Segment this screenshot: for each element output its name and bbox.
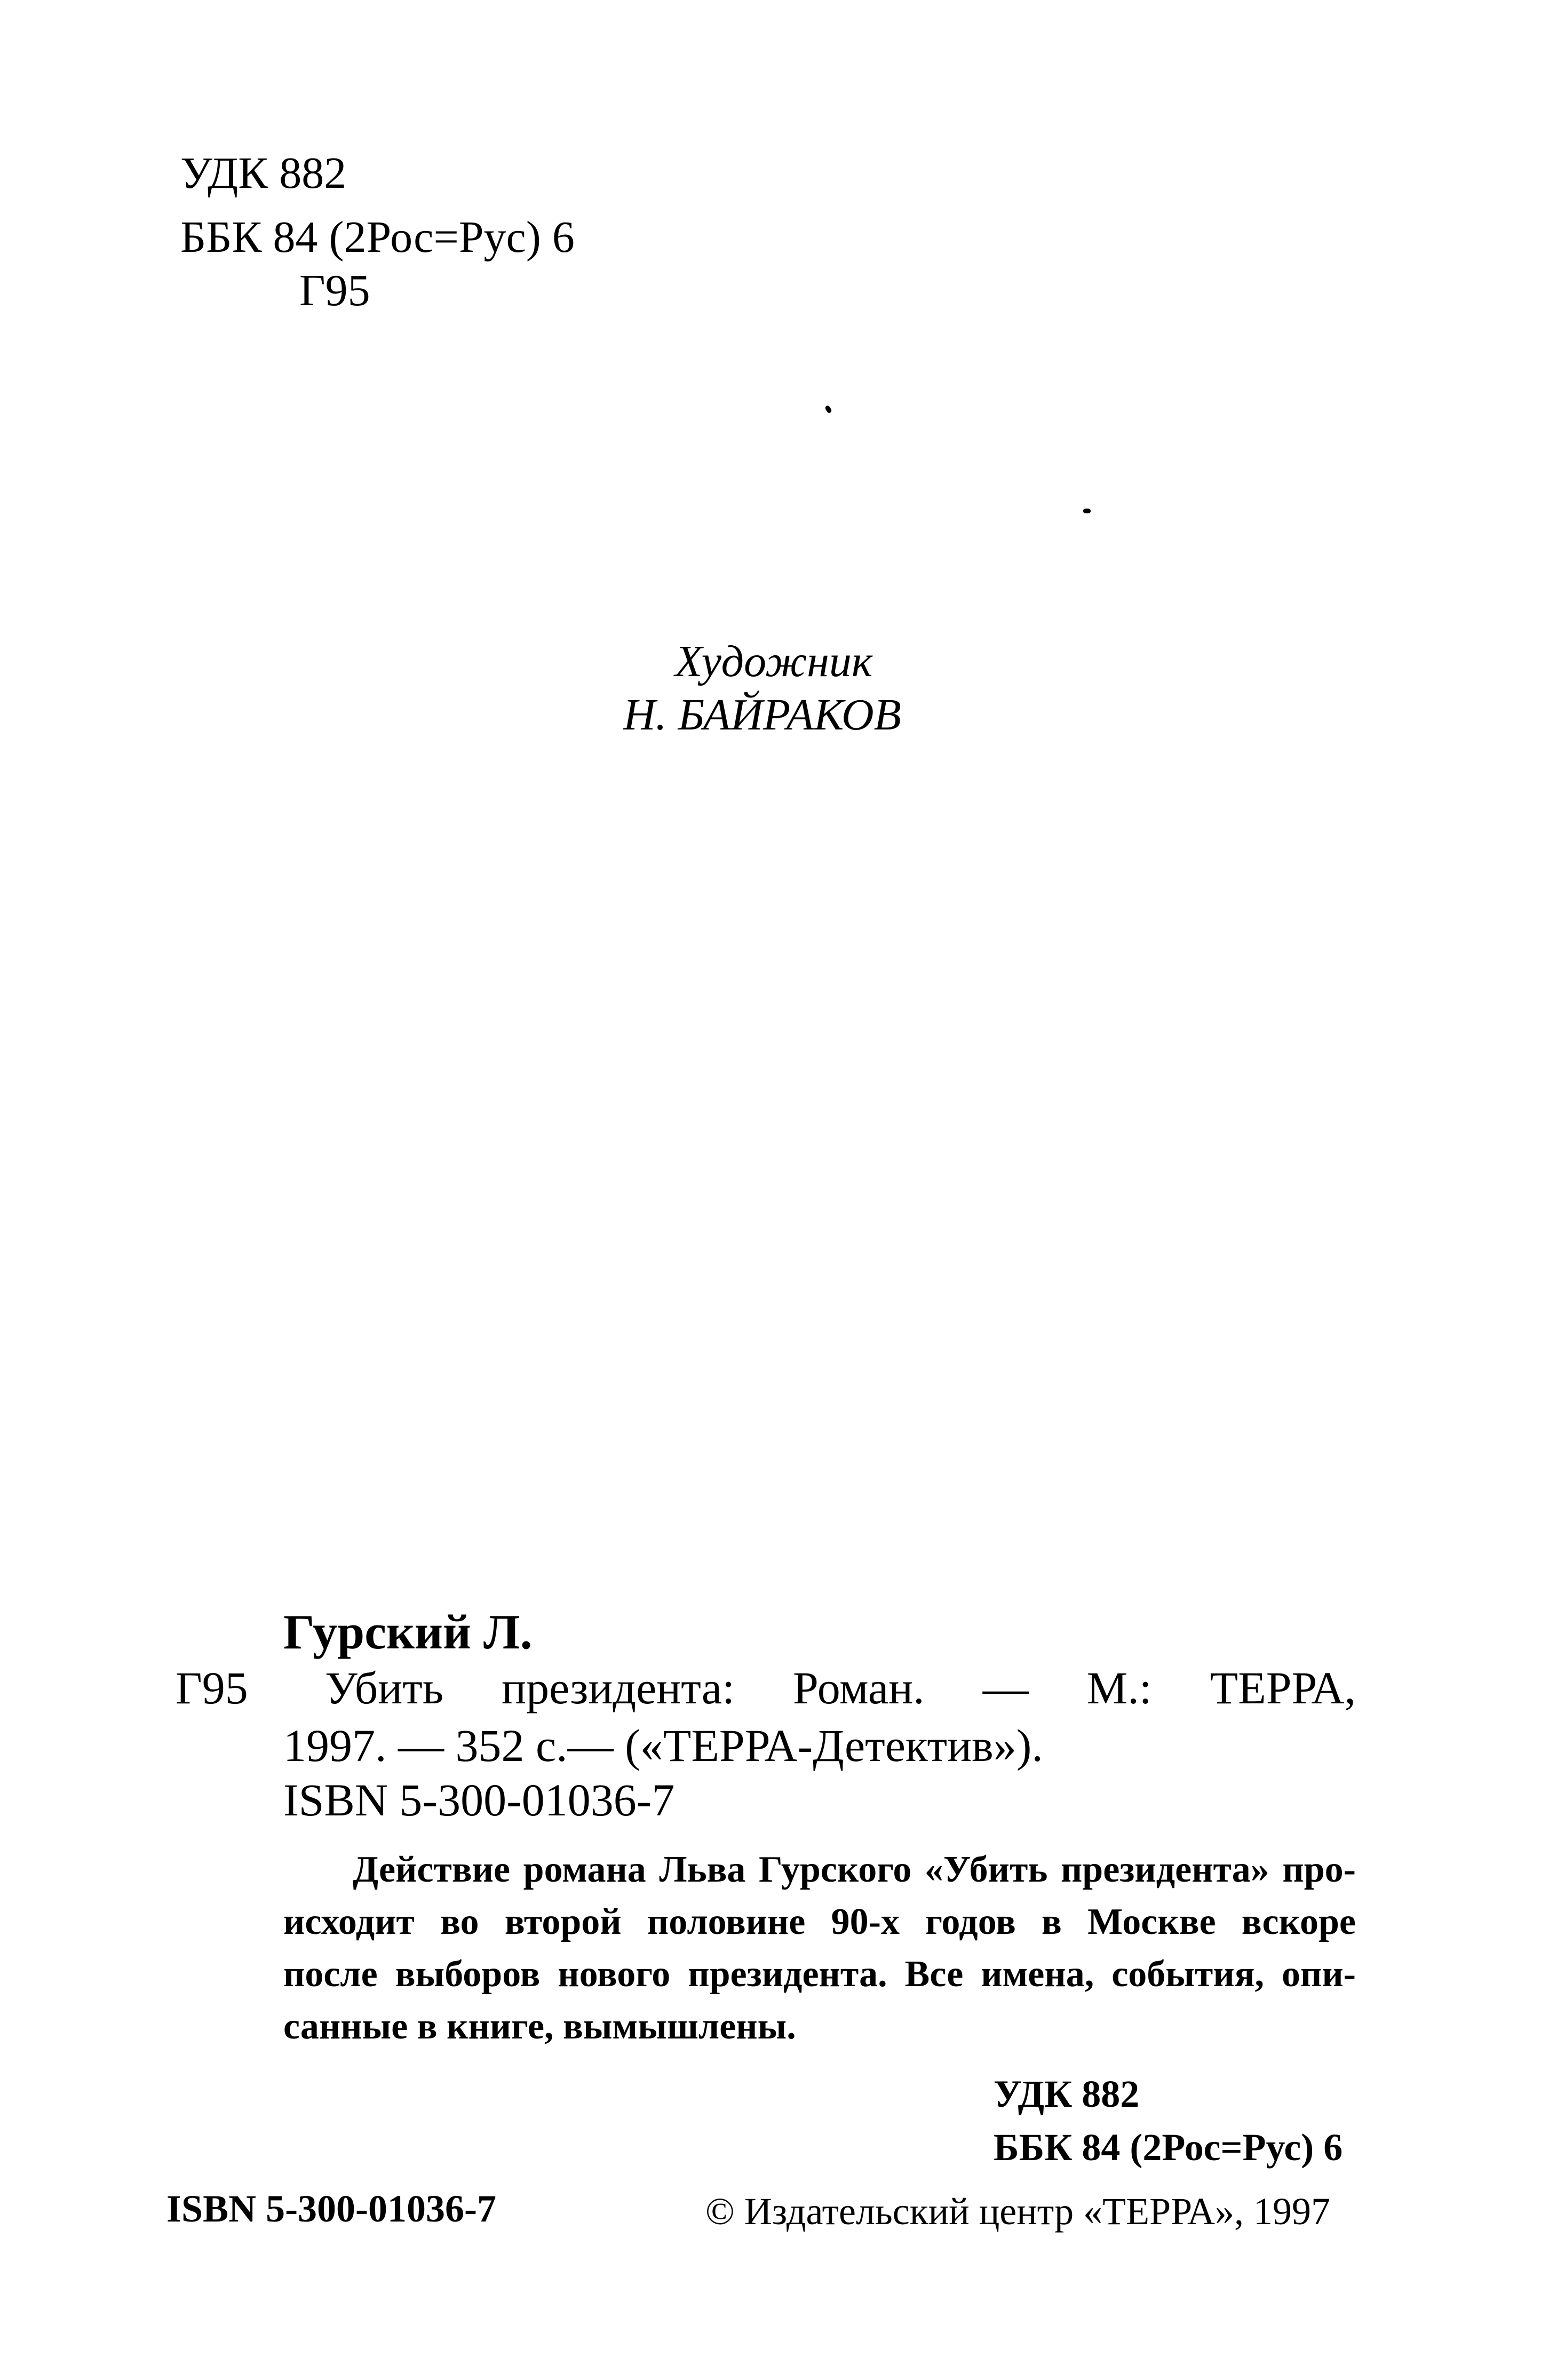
- annotation-line: исходит во второй половине 90-х годов в Москве вскоре: [283, 1901, 1356, 1942]
- annotation-line: после выборов нового президента. Все имена, события, опи-: [283, 1954, 1356, 1995]
- header-udk: УДК 882: [180, 148, 347, 198]
- annotation-line: санные в книге, вымышлены.: [283, 2006, 796, 2047]
- footer-copyright: © Издательский центр «ТЕРРА», 1997: [705, 2190, 1330, 2233]
- catalog-author: Гурский Л.: [283, 1605, 533, 1659]
- illustrator-name: Н. БАЙРАКОВ: [623, 690, 901, 740]
- header-code: Г95: [299, 266, 370, 315]
- footer-isbn: ISBN 5-300-01036-7: [166, 2187, 497, 2230]
- header-bbk: ББК 84 (2Рос=Рус) 6: [180, 212, 575, 262]
- catalog-title-line: Убить президента: Роман. — М.: ТЕРРА,: [325, 1662, 1356, 1713]
- annotation: [283, 1844, 1356, 2053]
- print-speck: [824, 405, 832, 414]
- print-speck: [1083, 509, 1091, 513]
- catalog-code: Г95: [176, 1662, 248, 1713]
- catalog-publication-line: 1997. — 352 с.— («ТЕРРА-Детектив»).: [283, 1720, 1043, 1771]
- illustrator-role: Художник: [675, 637, 873, 686]
- catalog-isbn: ISBN 5-300-01036-7: [283, 1774, 675, 1826]
- footer-udk: УДК 882: [994, 2073, 1140, 2115]
- annotation-line: Действие романа Льва Гурского «Убить президента» про-: [353, 1849, 1356, 1890]
- footer-bbk: ББК 84 (2Рос=Рус) 6: [994, 2126, 1343, 2169]
